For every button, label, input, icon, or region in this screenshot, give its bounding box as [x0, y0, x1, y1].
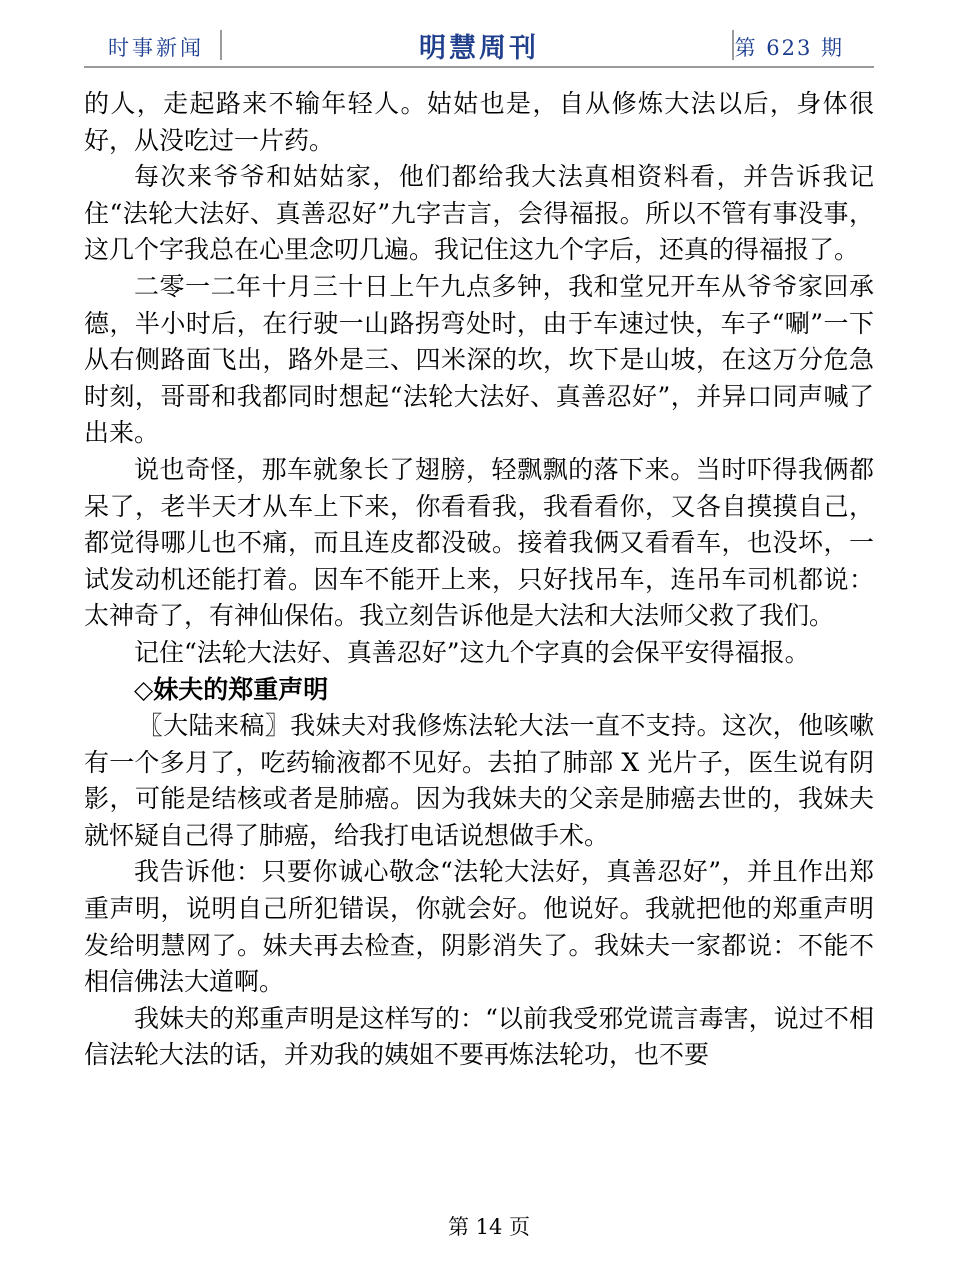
- publication-title: 明慧周刊: [419, 33, 539, 64]
- header-rule: [84, 66, 874, 68]
- paragraph: 二零一二年十月三十日上午九点多钟，我和堂兄开车从爷爷家回承德，半小时后，在行驶一山路拐弯处时，由于车速过快，车子“唰”一下从右侧路面飞出，路外是三、四米深的坎，坎下是山坡，在这万分危急时刻，哥哥和我都同时想起“法轮大法好、真善忍好”，并异口同声喊了出来。: [84, 271, 874, 448]
- page-header: [84, 22, 874, 68]
- paragraph: 的人，走起路来不输年轻人。姑姑也是，自从修炼大法以后，身体很好，从没吃过一片药。: [84, 89, 874, 155]
- article-body: [84, 86, 874, 1074]
- paragraph: 每次来爷爷和姑姑家，他们都给我大法真相资料看，并告诉我记住“法轮大法好、真善忍好”九字吉言，会得福报。所以不管有事没事，这几个字我总在心里念叨几遍。我记住这九个字后，还真的得福报了。: [84, 162, 874, 265]
- issue-number: 第 623 期: [734, 36, 844, 60]
- paragraph: 我告诉他：只要你诚心敬念“法轮大法好，真善忍好”，并且作出郑重声明，说明自己所犯错误，你就会好。他说好。我就把他的郑重声明发给明慧网了。妹夫再去检查，阴影消失了。我妹夫一家都说：不能不相信佛法大道啊。: [84, 857, 874, 997]
- page-number: 第 14 页: [447, 1215, 531, 1239]
- section-label: 时事新闻: [108, 36, 204, 60]
- paragraph: 〖大陆来稿〗我妹夫对我修炼法轮大法一直不支持。这次，他咳嗽有一个多月了，吃药输液都不见好。去拍了肺部 X 光片子，医生说有阴影，可能是结核或者是肺癌。因为我妹夫的父亲是肺癌去世的，我妹夫就怀疑自己得了肺癌，给我打电话说想做手术。: [84, 711, 874, 850]
- paragraph: 我妹夫的郑重声明是这样写的：“以前我受邪党谎言毒害，说过不相信法轮大法的话，并劝我的姨姐不要再炼法轮功，也不要: [84, 1003, 874, 1070]
- paragraph: 记住“法轮大法好、真善忍好”这九个字真的会保平安得福报。: [134, 637, 810, 667]
- paragraph: 说也奇怪，那车就象长了翅膀，轻飘飘的落下来。当时吓得我俩都呆了，老半天才从车上下来，你看看我，我看看你，又各自摸摸自己，都觉得哪儿也不痛，而且连皮都没破。接着我俩又看看车，也没坏，一试发动机还能打着。因车不能开上来，只好找吊车，连吊车司机都说：太神奇了，有神仙保佑。我立刻告诉他是大法和大法师父救了我们。: [84, 454, 874, 631]
- section-subheading: ◇妹夫的郑重声明: [134, 674, 329, 704]
